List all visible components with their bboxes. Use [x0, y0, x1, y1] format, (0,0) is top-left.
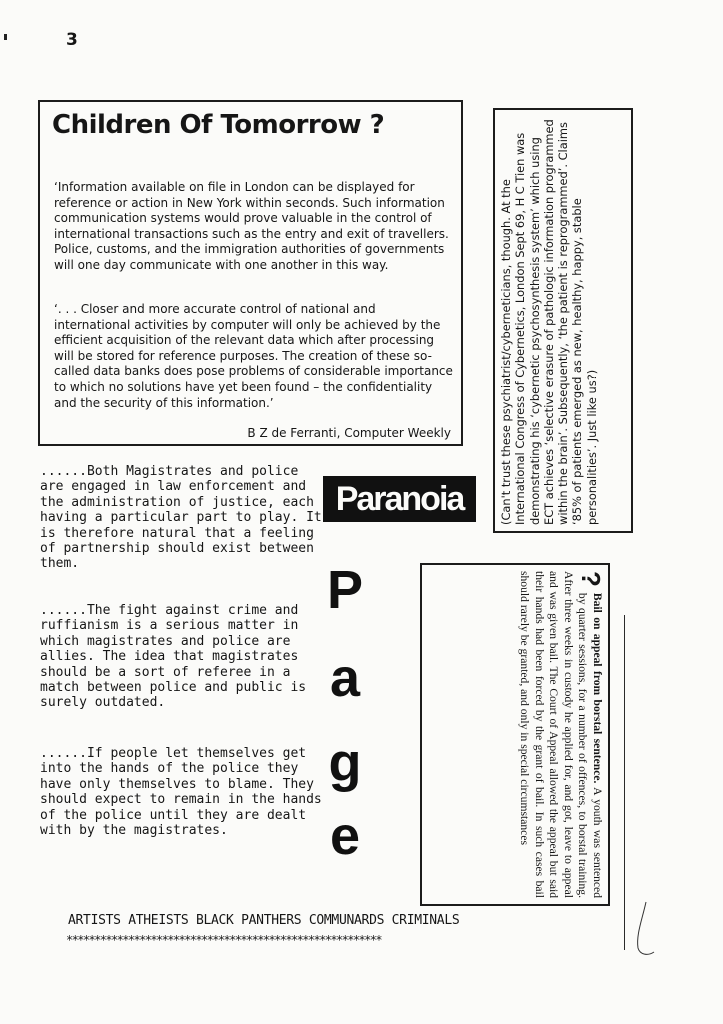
cybernetics-sidebar: [493, 108, 633, 533]
bail-text-block: [422, 565, 608, 904]
page-letter-p: P: [326, 560, 364, 620]
margin-rule: [624, 615, 625, 950]
question-mark: ?: [576, 571, 606, 587]
corner-mark: [4, 34, 7, 40]
magistrates-paragraph-2: ......The fight against crime and ruffianism is a serious matter in which magistrates and police are allies. The idea that magistrates should be a sort of referee in a match between police and public is surely outdated.: [40, 603, 307, 711]
page-letter-g: g: [328, 733, 362, 793]
children-of-tomorrow-box: [38, 100, 463, 446]
page-number: 3: [66, 30, 78, 50]
box-quote-1: ‘Information available on file in London can be displayed for reference or action in New York within seconds. Such information communication systems would prove valuable in the control of international transactions such as the entry and exit of travellers. Police, customs, and the immigration authorities of governments will one day communicate with one another in this way.: [54, 180, 449, 272]
margin-scribble: [628, 900, 658, 960]
bail-lead: Bail on appeal from borstal sentence.: [591, 592, 604, 784]
bail-text: A youth was sentenced by quarter sessions, for a number of offences, to borstal training. After three weeks in custody he applied for, and got, leave to appeal and was given bail. The Court of Appeal allowed the appeal but said their hands had been forced by the grant of bail. In such cases bail should rarely be granted, and only in special circumstances: [518, 571, 604, 899]
magistrates-paragraph-3: ......If people let themselves get into the hands of the police they have only themselves to blame. They should expect to remain in the hands of the police until they are dealt with by the magistrates.: [40, 746, 322, 839]
paranoia-heading: Paranoia: [323, 476, 476, 522]
page-letter-a: a: [329, 648, 361, 708]
footer-list: ARTISTS ATHEISTS BLACK PANTHERS COMMUNARDS CRIMINALS: [68, 913, 460, 928]
footer-stars: ********************************************************: [66, 933, 381, 947]
magistrates-paragraph-1: ......Both Magistrates and police are engaged in law enforcement and the administration of justice, each having a particular part to play. It is therefore natural that a feeling of partnership should exist between them.: [40, 464, 322, 572]
sidebar-text: (Can't trust these psychiatrist/cyberneticians, though. At the International Congress of Cybernetics, London Sept 69, H C Tien was demonstrating his ‘cybernetic psychosynthesis system’ which using ECT achieves ‘selective erasure of pathologic information programmed within the brain’. Subsequently, ‘the patient is reprogrammed’. Claims ‘85% of patients emerged as new, healthy, happy, stable personalities’. Just like us?): [499, 119, 599, 525]
page-letter-e: e: [329, 806, 361, 866]
box-byline: B Z de Ferranti, Computer Weekly: [247, 426, 451, 440]
box-quote-2: ‘. . . Closer and more accurate control of national and international activities by computer will only be achieved by the efficient acquisition of the relevant data which after processing will be stored for reference purposes. The creation of these so-called data banks does pose problems of considerable importance to which no solutions have yet been found – the confidentiality and the security of this information.’: [54, 302, 453, 410]
box-title: Children Of Tomorrow ?: [52, 110, 385, 140]
bail-appeal-box: [420, 563, 610, 906]
